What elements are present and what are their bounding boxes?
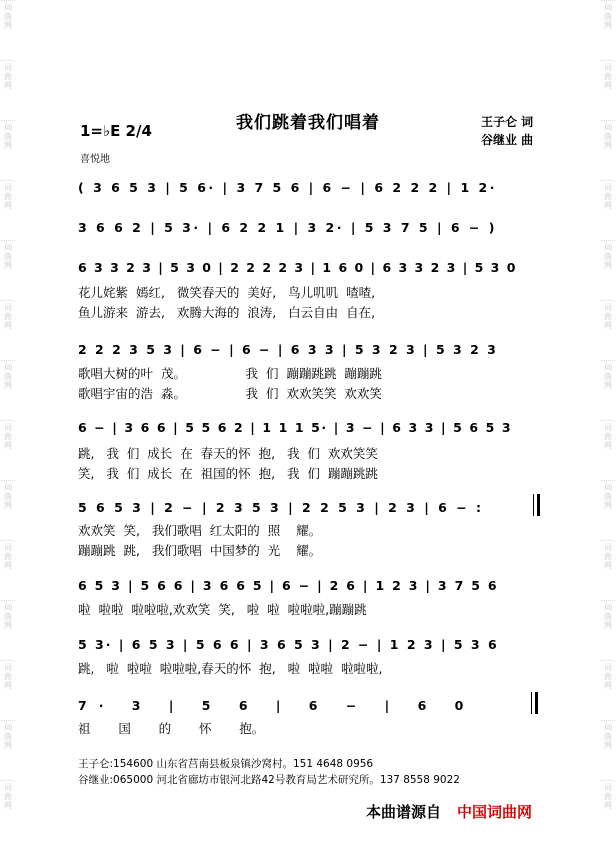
repeat-bar-thick [537,494,540,516]
repeat-bar-thin [533,494,534,516]
lyrics-line-3b: 鱼儿游来 游去, 欢腾大海的 浪涛, 白云自由 自在, [78,305,376,320]
lyrics-line-7: 啦 啦啦 啦啦啦,欢欢笑 笑, 啦 啦 啦啦啦,蹦蹦跳 [78,602,367,617]
lyrics-line-4a: 歌唱大树的叶 茂。 我 们 蹦蹦跳跳 蹦蹦跳 [78,366,382,381]
final-bar-thin [531,692,532,714]
watermark-text: 词 曲 网 [1,720,15,780]
composer-contact: 谷继业:065000 河北省廊坊市银河北路42号教育局艺术研究所。137 8558 9022 [78,774,460,786]
lyricist-credit: 王子仑 词 [481,115,534,129]
watermark-text: 词 曲 网 [601,420,615,480]
composer-credit: 谷继业 曲 [481,133,534,147]
watermark-text: 词 曲 网 [1,0,15,60]
key-signature: 1=♭E 2/4 [80,122,152,140]
score-line-1: ( 3 6 5 3 | 5 6· | 3 7 5 6 | 6 − | 6 2 2 2 | 1 2· [78,180,497,195]
lyrics-line-5a: 跳, 我 们 成长 在 春天的怀 抱, 我 们 欢欢笑笑 [78,446,378,461]
watermark-text: 词 曲 网 [601,600,615,660]
tempo-marking: 喜悦地 [80,154,110,165]
song-title: 我们跳着我们唱着 [236,113,380,133]
lyrics-line-6a: 欢欢笑 笑, 我们歌唱 红太阳的 照 耀。 [78,523,322,538]
watermark-text: 词 曲 网 [1,300,15,360]
score-line-2: 3 6 6 2 | 5 3· | 6 2 2 1 | 3 2· | 5 3 7 5 | 6 − ) [78,220,497,235]
score-line-6: 5 6 5 3 | 2 − | 2 3 5 3 | 2 2 5 3 | 2 3 | 6 − : [78,500,484,515]
score-line-4: 2 2 2 3 5 3 | 6 − | 6 − | 6 3 3 | 5 3 2 3 | 5 3 2 3 [78,342,498,357]
lyrics-line-3a: 花儿姹紫 嫣红, 微笑春天的 美好, 鸟儿叽叽 喳喳, [78,285,376,300]
watermark-text: 词 曲 网 [601,300,615,360]
lyrics-line-5b: 笑, 我 们 成长 在 祖国的怀 抱, 我 们 蹦蹦跳跳 [78,466,378,481]
watermark-text: 词 曲 网 [1,540,15,600]
watermark-text: 词 曲 网 [601,660,615,720]
watermark-text: 词 曲 网 [1,600,15,660]
final-bar-thick [535,692,538,714]
lyrics-line-9: 祖 国 的 怀 抱。 [78,721,265,736]
watermark-text: 词 曲 网 [601,120,615,180]
score-line-8: 5 3· | 6 5 3 | 5 6 6 | 3 6 5 3 | 2 − | 1 2 3 | 5 3 6 [78,637,499,652]
watermark-text: 词 曲 网 [1,60,15,120]
score-line-9: 7· 3 | 5 6 | 6 − | 6 0 [78,698,476,713]
watermark-text: 词 曲 网 [601,480,615,540]
watermark-text: 词 曲 网 [1,780,15,840]
watermark-text: 词 曲 网 [601,0,615,60]
watermark-text: 词 曲 网 [1,360,15,420]
watermark-text: 词 曲 网 [601,180,615,240]
watermark-text: 词 曲 网 [601,720,615,780]
lyrics-line-4b: 歌唱宇宙的浩 淼。 我 们 欢欢笑笑 欢欢笑 [78,386,382,401]
source-prefix: 本曲谱源自 [366,803,442,821]
watermark-text: 词 曲 网 [1,480,15,540]
watermark-text: 词 曲 网 [601,240,615,300]
watermark-text: 词 曲 网 [601,60,615,120]
watermark-text: 词 曲 网 [1,180,15,240]
source-note [366,801,532,822]
watermark-text: 词 曲 网 [601,540,615,600]
watermark-text: 词 曲 网 [1,120,15,180]
score-line-3: 6 3 3 2 3 | 5 3 0 | 2 2 2 2 3 | 1 6 0 | 6 3 3 2 3 | 5 3 0 [78,260,517,275]
source-brand-link[interactable]: 中国词曲网 [457,803,533,821]
score-line-5: 6 − | 3 6 6 | 5 5 6 2 | 1 1 1 5· | 3 − | 6 3 3 | 5 6 5 3 [78,420,513,435]
lyrics-line-8: 跳, 啦 啦啦 啦啦啦,春天的怀 抱, 啦 啦啦 啦啦啦, [78,661,383,676]
watermark-text: 词 曲 网 [601,360,615,420]
watermark-text: 词 曲 网 [1,240,15,300]
score-line-7: 6 5 3 | 5 6 6 | 3 6 6 5 | 6 − | 2 6 | 1 2 3 | 3 7 5 6 [78,578,499,593]
watermark-text: 词 曲 网 [1,420,15,480]
lyrics-line-6b: 蹦蹦跳 跳, 我们歌唱 中国梦的 光 耀。 [78,543,322,558]
watermark-text: 词 曲 网 [1,660,15,720]
lyricist-contact: 王子仑:154600 山东省莒南县板泉镇沙窝村。151 4648 0956 [78,758,374,770]
watermark-text: 词 曲 网 [601,780,615,840]
